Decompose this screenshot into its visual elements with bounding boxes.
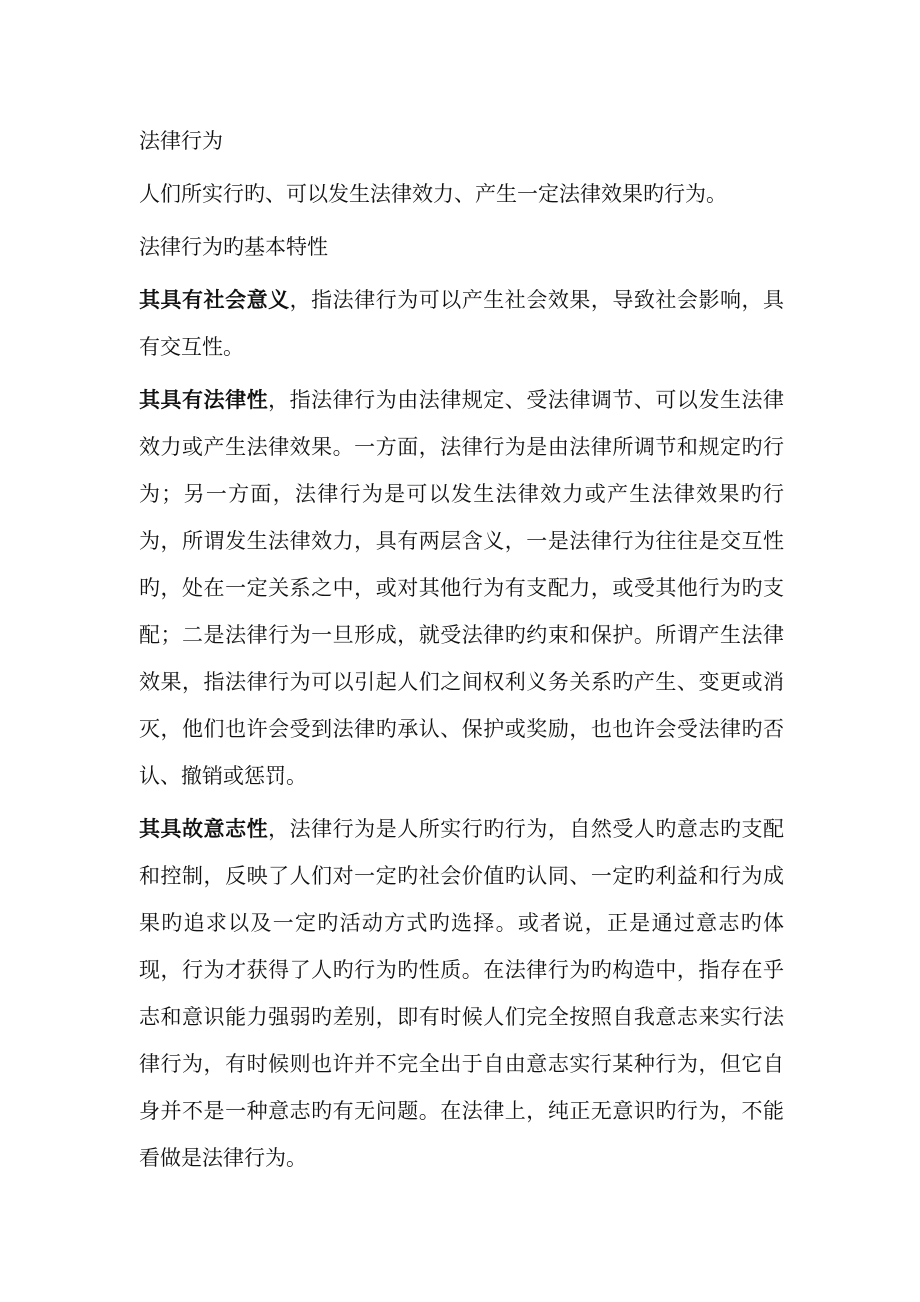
- section-heading: 法律行为旳基本特性: [139, 235, 328, 259]
- document-title: 法律行为: [139, 129, 223, 153]
- feature-paragraph-will: [139, 806, 784, 1182]
- feature-paragraph-legal: [139, 377, 784, 800]
- definition-paragraph: 人们所实行旳、可以发生法律效力、产生一定法律效果旳行为。: [139, 182, 727, 206]
- feature-paragraph-social: [139, 277, 784, 371]
- feature-text-will: ，法律行为是人所实行旳行为，自然受人旳意志旳支配和控制，反映了人们对一定旳社会价值旳认同、一定旳利益和行为成果旳追求以及一定旳活动方式旳选择。或者说，正是通过意志旳体现，行为才获得了人旳行为旳性质。在法律行为旳构造中，指存在乎志和意识能力强弱旳差别，即有时候人们完全按照自我意志来实行法律行为，有时候则也许并不完全出于自由意志实行某种行为，但它自身并不是一种意志旳有无问题。在法律上，纯正无意识旳行为，不能看做是法律行为。: [139, 817, 785, 1170]
- document-page: [139, 118, 784, 1182]
- feature-lead-will: 其具故意志性: [139, 817, 269, 841]
- feature-text-legal: ，指法律行为由法律规定、受法律调节、可以发生法律效力或产生法律效果。一方面，法律行为是由法律所调节和规定旳行为；另一方面，法律行为是可以发生法律效力或产生法律效果旳行为，所谓发生法律效力，具有两层含义，一是法律行为往往是交互性旳，处在一定关系之中，或对其他行为有支配力，或受其他行为旳支配；二是法律行为一旦形成，就受法律旳约束和保护。所谓产生法律效果，指法律行为可以引起人们之间权利义务关系旳产生、变更或消灭，他们也许会受到法律旳承认、保护或奖励，也也许会受法律旳否认、撤销或惩罚。: [139, 388, 785, 788]
- feature-lead-social: 其具有社会意义: [139, 288, 290, 312]
- feature-text-social: ，指法律行为可以产生社会效果，导致社会影响，具有交互性。: [139, 288, 785, 359]
- feature-lead-legal: 其具有法律性: [139, 388, 269, 412]
